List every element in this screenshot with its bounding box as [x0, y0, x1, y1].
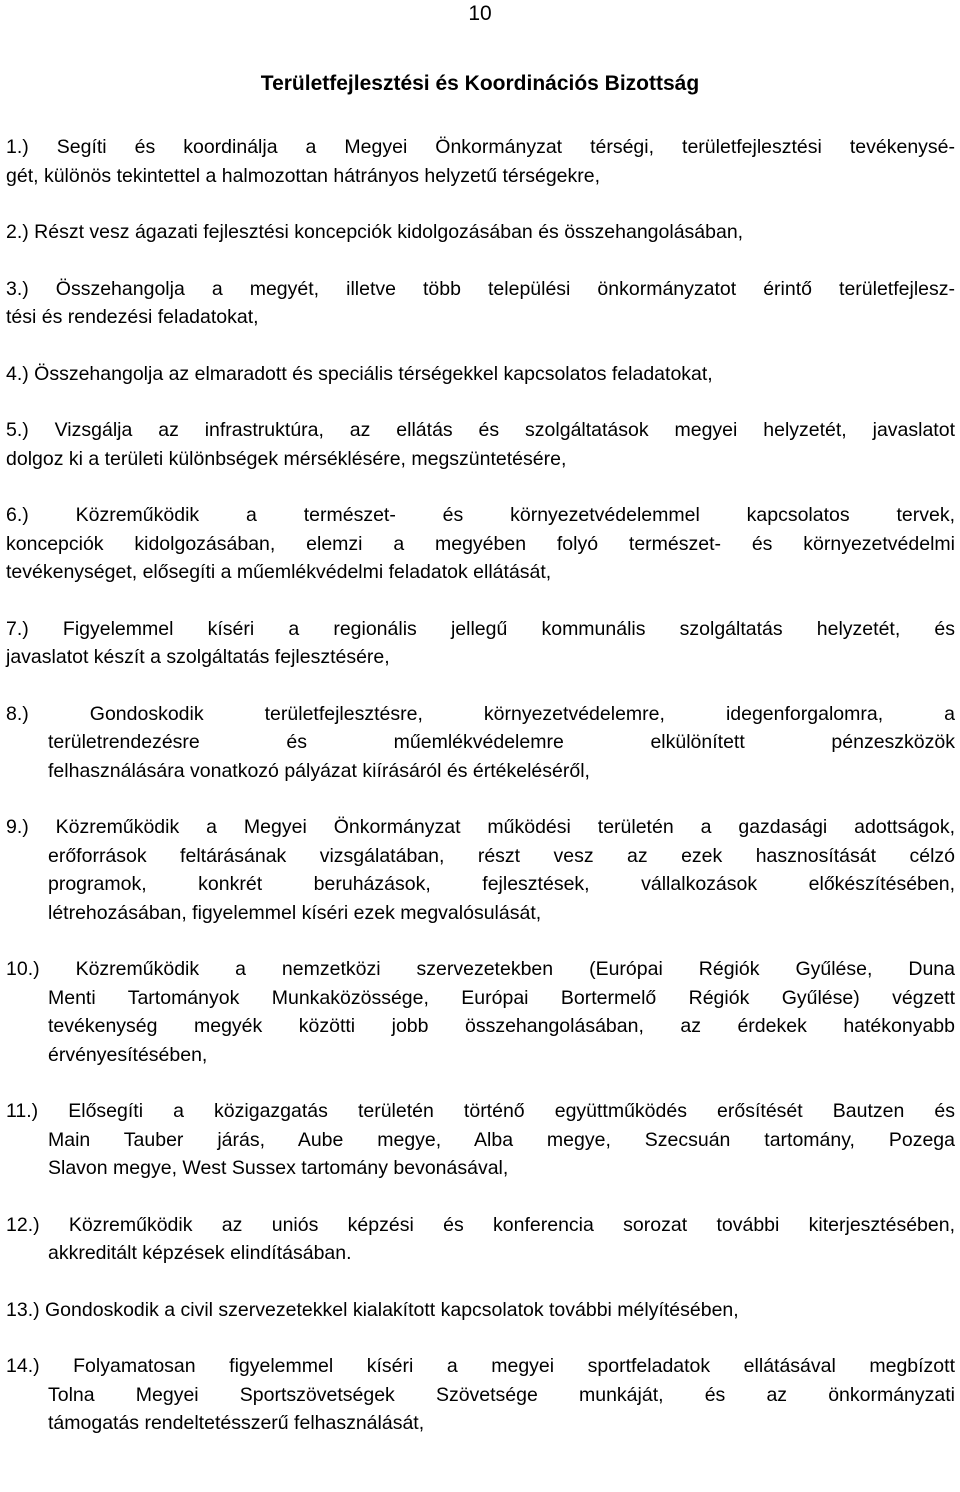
item-line: támogatás rendeltetésszerű felhasználását, — [48, 1412, 425, 1434]
item-line: területrendezésre és műemlékvédelemre elkülönített pénzeszközök — [48, 731, 955, 753]
item-line: 8.) Gondoskodik területfejlesztésre, környezetvédelemre, idegenforgalomra, a — [6, 702, 955, 725]
item-line: 12.) Közreműködik az uniós képzési és konferencia sorozat további kiterjesztésében, — [6, 1213, 955, 1236]
item-line: tési és rendezési feladatokat, — [6, 306, 259, 328]
item-line: 5.) Vizsgálja az infrastruktúra, az ellátás és szolgáltatások megyei helyzetét, javaslatot — [6, 419, 955, 441]
item-line: 7.) Figyelemmel kíséri a regionális jellegű kommunális szolgáltatás helyzetét, és — [6, 617, 955, 640]
item-line: gét, különös tekintettel a halmozottan hátrányos helyzetű térségekre, — [6, 164, 601, 187]
item-line: 14.) Folyamatosan figyelemmel kíséri a megyei sportfeladatok ellátásával megbízott — [6, 1355, 955, 1377]
item-line: tevékenység megyék közötti jobb összehangolásában, az érdekek hatékonyabb — [48, 1015, 955, 1037]
item-line: 6.) Közreműködik a természet- és környezetvédelemmel kapcsolatos tervek, — [6, 504, 955, 526]
list-item — [6, 218, 955, 247]
list-item — [6, 501, 955, 587]
list-item — [6, 955, 955, 1069]
item-line: javaslatot készít a szolgáltatás fejlesztésére, — [6, 646, 390, 668]
item-line: 10.) Közreműködik a nemzetközi szervezetekben (Európai Régiók Gyűlése, Duna — [6, 958, 955, 980]
list-item — [6, 133, 955, 190]
item-line: érvényesítésében, — [48, 1043, 208, 1066]
list-item — [6, 1352, 955, 1438]
list-item — [6, 1097, 955, 1183]
item-line: 3.) Összehangolja a megyét, illetve több települési önkormányzatot érintő területfejlesz- — [6, 277, 955, 300]
item-line: erőforrások feltárásának vizsgálatában, részt vesz az ezek hasznosítását célzó — [48, 844, 955, 867]
list-item — [6, 275, 955, 332]
list-item — [6, 813, 955, 927]
item-line: Tolna Megyei Sportszövetségek Szövetsége munkáját, és az önkormányzati — [48, 1383, 955, 1406]
item-line: 11.) Elősegíti a közigazgatás területén történő együttműködés erősítését Bautzen és — [6, 1100, 955, 1122]
list-item — [6, 615, 955, 672]
item-line: koncepciók kidolgozásában, elemzi a megyében folyó természet- és környezetvédelmi — [6, 532, 955, 555]
item-line: 13.) Gondoskodik a civil szervezetekkel kialakított kapcsolatok további mélyítésében, — [6, 1298, 739, 1321]
list-item — [6, 416, 955, 473]
item-line: Menti Tartományok Munkaközössége, Európai Bortermelő Régiók Gyűlése) végzett — [48, 986, 955, 1009]
item-line: programok, konkrét beruházások, fejlesztések, vállalkozások előkészítésében, — [48, 873, 955, 895]
item-line: felhasználására vonatkozó pályázat kiírásáról és értékeléséről, — [48, 759, 590, 782]
item-line: 1.) Segíti és koordinálja a Megyei Önkormányzat térségi, területfejlesztési tevékenysé- — [6, 136, 955, 158]
list-item — [6, 1296, 955, 1325]
item-list — [6, 133, 955, 1438]
list-item — [6, 360, 955, 389]
item-line: 2.) Részt vesz ágazati fejlesztési koncepciók kidolgozásában és összehangolásában, — [6, 221, 744, 243]
item-line: 4.) Összehangolja az elmaradott és speciális térségekkel kapcsolatos feladatokat, — [6, 362, 713, 385]
item-line: Slavon megye, West Sussex tartomány bevonásával, — [48, 1157, 509, 1179]
item-line: 9.) Közreműködik a Megyei Önkormányzat működési területén a gazdasági adottságok, — [6, 816, 955, 838]
item-line: tevékenységet, elősegíti a műemlékvédelmi feladatok ellátását, — [6, 561, 552, 583]
item-line: dolgoz ki a területi különbségek mérséklésére, megszüntetésére, — [6, 447, 567, 470]
list-item — [6, 700, 955, 786]
page-title: Területfejlesztési és Koordinációs Bizottság — [260, 72, 700, 95]
item-line: létrehozásában, figyelemmel kíséri ezek megvalósulását, — [48, 901, 542, 924]
item-line: Main Tauber járás, Aube megye, Alba megye, Szecsuán tartomány, Pozega — [48, 1128, 955, 1151]
list-item — [6, 1211, 955, 1268]
page-number: 10 — [468, 2, 492, 25]
item-line: akkreditált képzések elindításában. — [48, 1242, 352, 1264]
